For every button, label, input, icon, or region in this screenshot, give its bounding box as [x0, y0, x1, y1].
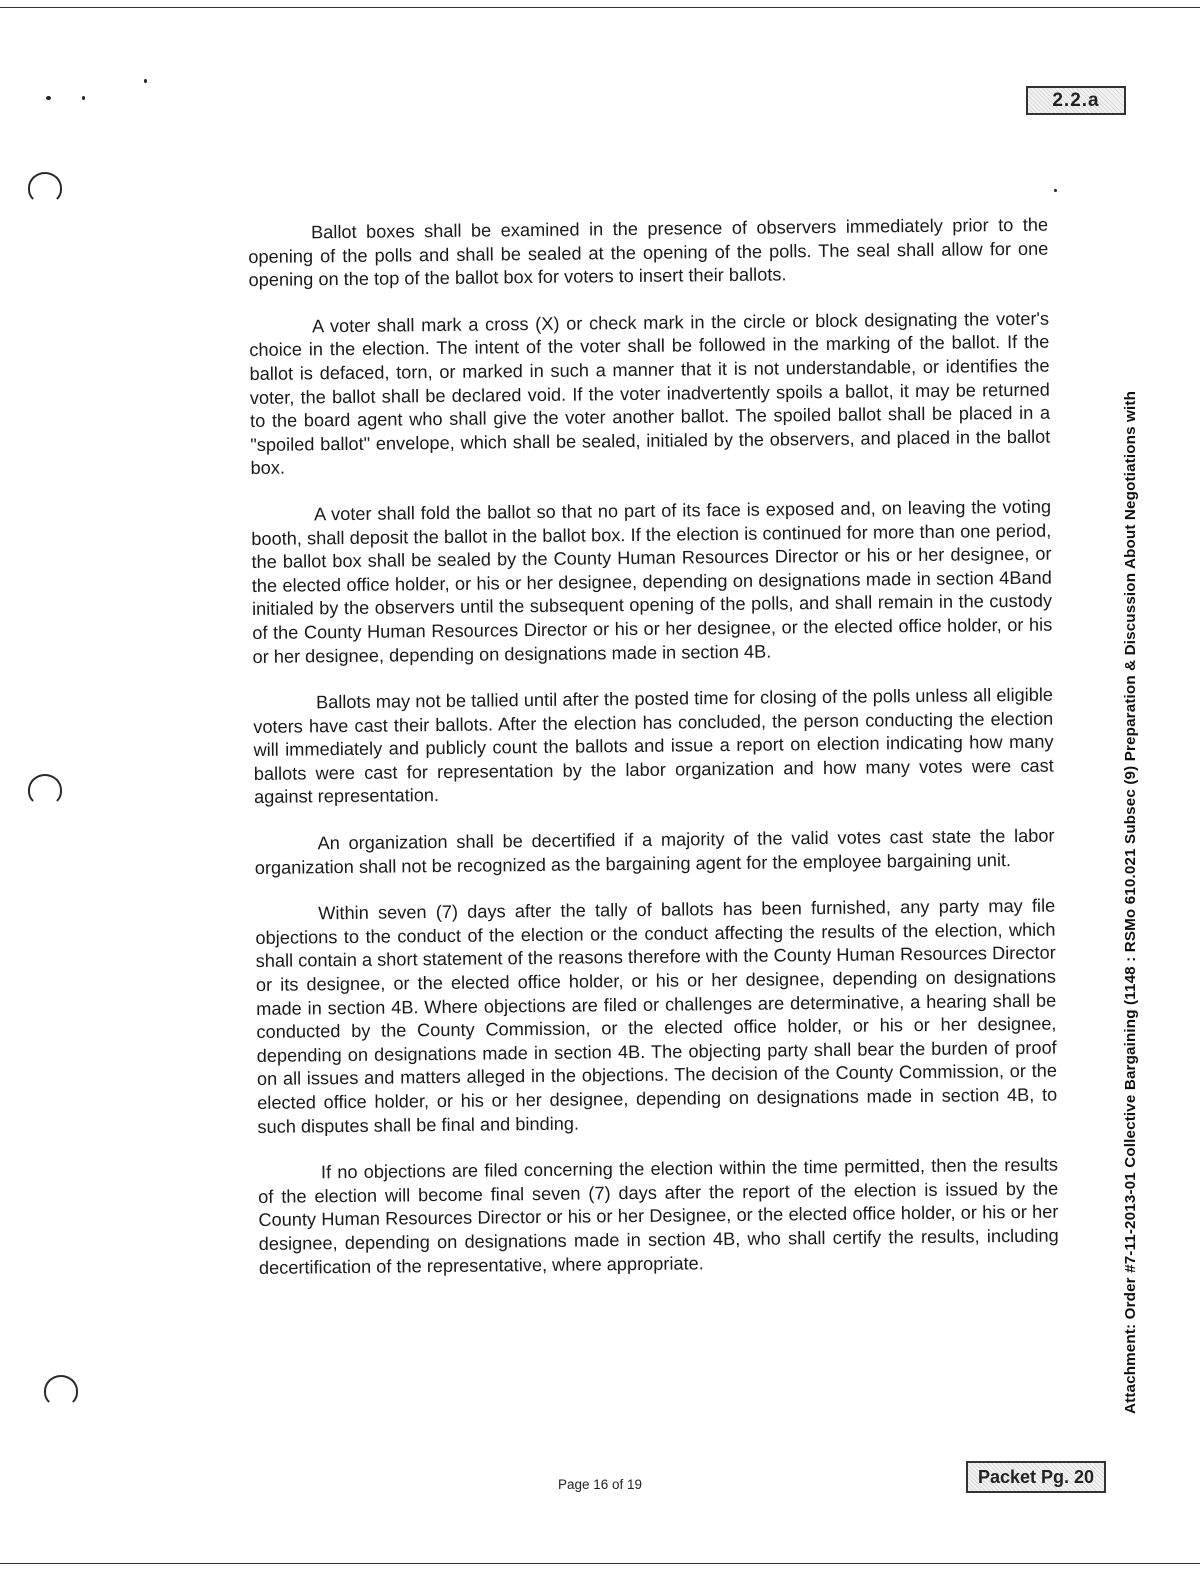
scan-speck: [82, 96, 85, 100]
paragraph: Within seven (7) days after the tally of ballots has been furnished, any party may file objections to the conduct of the election or the conduct affecting the results of the election, which shall contain a short statement of the reasons therefore with the County Human Resources Director or its designee, or the elected office holder, or his or her designee, depending on designations made in section 4B. Where objections are filed or challenges are determinative, a hearing shall be conducted by the County Commission, or the elected office holder, or his or her designee, depending on designations made in section 4B. The objecting party shall bear the burden of proof on all issues and matters alleged in the objections. The decision of the County Commission, or the elected office holder, or his or her designee, depending on designations made in section 4B, to such disputes shall be final and binding.: [255, 895, 1058, 1137]
document-body: [248, 214, 1059, 1303]
punch-hole-bottom: [44, 1375, 78, 1407]
attachment-side-label: Attachment: Order #7-11-2013-01 Collective Bargaining (1148 : RSMo 610.021 Subsec (9) Preparation & Discussion About Negotiations with: [1122, 390, 1139, 1414]
scan-speck: [46, 96, 51, 100]
paragraph: If no objections are filed concerning the election within the time permitted, then the results of the election will become final seven (7) days after the report of the election is issued by the County Human Resources Director or his or her Designee, or the elected office holder, or his or her designee, depending on designations made in section 4B, who shall certify the results, including decertification of the representative, where appropriate.: [258, 1154, 1059, 1278]
packet-page-stamp: [966, 1461, 1106, 1493]
scan-speck: [144, 79, 147, 83]
punch-hole-top: [28, 172, 62, 204]
punch-hole-middle: [28, 774, 62, 806]
paragraph: Ballots may not be tallied until after the posted time for closing of the polls unless all eligible voters have cast their ballots. After the election has concluded, the person conducting the election will immediately and publicly count the ballots and issue a report on election indicating how many ballots were cast for representation by the labor organization and how many votes were cast against representation.: [253, 684, 1054, 808]
section-stamp: [1026, 86, 1126, 115]
paragraph: An organization shall be decertified if a majority of the valid votes cast state the labor organization shall not be recognized as the bargaining agent for the employee bargaining unit.: [254, 825, 1055, 878]
section-stamp-label: 2.2.a: [1052, 89, 1100, 111]
paragraph: A voter shall mark a cross (X) or check mark in the circle or block designating the voter's choice in the election. The intent of the voter shall be followed in the marking of the ballot. If the ballot is defaced, torn, or marked in such a manner that it is not understandable, or identifies the voter, the ballot shall be declared void. If the voter inadvertently spoils a ballot, it may be returned to the board agent who shall give the voter another ballot. The spoiled ballot shall be placed in a "spoiled ballot" envelope, which shall be sealed, initialed by the observers, and placed in the ballot box.: [249, 308, 1051, 479]
scan-speck: [1054, 189, 1057, 192]
top-border-line: [0, 7, 1200, 8]
bottom-border-line: [0, 1563, 1200, 1564]
paragraph: A voter shall fold the ballot so that no part of its face is exposed and, on leaving the voting booth, shall deposit the ballot in the ballot box. If the election is continued for more than one period, the ballot box shall be sealed by the County Human Resources Director or his or her designee, or the elected office holder, or his or her designee, depending on designations made in section 4Band initialed by the observers until the subsequent opening of the polls, and shall remain in the custody of the County Human Resources Director or his or her designee, or the elected office holder, or his or her designee, depending on designations made in section 4B.: [251, 496, 1053, 667]
page-number: Page 16 of 19: [557, 1477, 643, 1492]
paragraph: Ballot boxes shall be examined in the presence of observers immediately prior to the opening of the polls and shall be sealed at the opening of the polls. The seal shall allow for one opening on the top of the ballot box for voters to insert their ballots.: [248, 214, 1049, 291]
packet-page-label: Packet Pg. 20: [977, 1466, 1095, 1487]
